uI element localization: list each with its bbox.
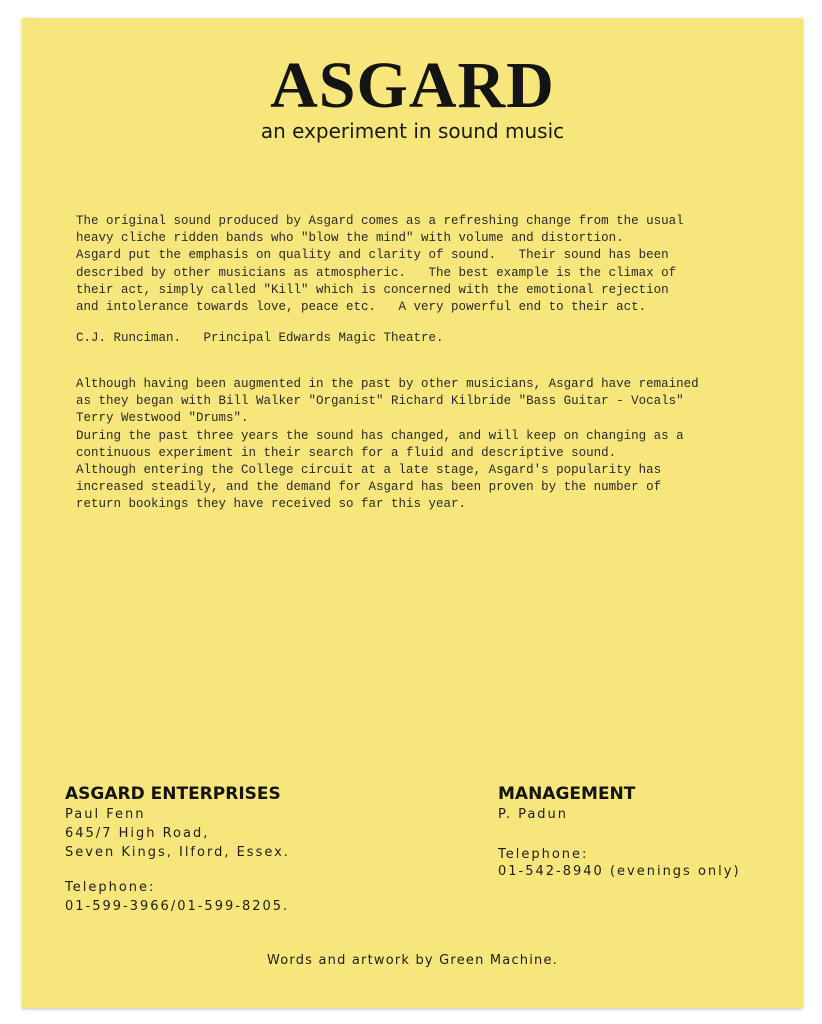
management-heading: MANAGEMENT [498,784,636,804]
management-phone-label: Telephone: [498,847,589,862]
enterprises-address-line-2: Seven Kings, Ilford, Essex. [65,845,290,860]
band-title: ASGARD [270,49,555,122]
management-contact-name: P. Padun [498,807,569,822]
review-paragraph: The original sound produced by Asgard comes as a refreshing change from the usual heavy cliche ridden bands who "blow the mind" with volume and distortion. Asgard put the emphasis on quality and clarity of sound. Their sound has been described by other musicians as atmospheric. The best example is the climax of their act, simply called "Kill" which is concerned with the emotional rejection and intolerance towards love, peace etc. A very powerful end to their act. [76,214,684,315]
history-paragraph: Although having been augmented in the past by other musicians, Asgard have remained as they began with Bill Walker "Organist" Richard Kilbride "Bass Guitar - Vocals" Terry Westwood "Drums". During the past three years the sound has changed, and will keep on changing as a continuous experiment in their search for a fluid and descriptive sound. Although entering the College circuit at a late stage, Asgard's popularity has increased steadily, and the demand for Asgard has been proven by the number of return bookings they have received so far this year. [76,377,699,512]
band-subtitle: an experiment in sound music [260,119,565,143]
flyer-sheet [22,18,803,1008]
management-phone: 01-542-8940 (evenings only) [498,864,741,879]
enterprises-contact-name: Paul Fenn [65,807,146,822]
review-credit: C.J. Runciman. Principal Edwards Magic Theatre. [76,331,444,345]
enterprises-address-line-1: 645/7 High Road, [65,826,210,841]
enterprises-phone-label: Telephone: [65,880,156,895]
artwork-credit: Words and artwork by Green Machine. [266,953,559,968]
enterprises-heading: ASGARD ENTERPRISES [65,784,281,804]
enterprises-phone: 01-599-3966/01-599-8205. [65,899,290,914]
